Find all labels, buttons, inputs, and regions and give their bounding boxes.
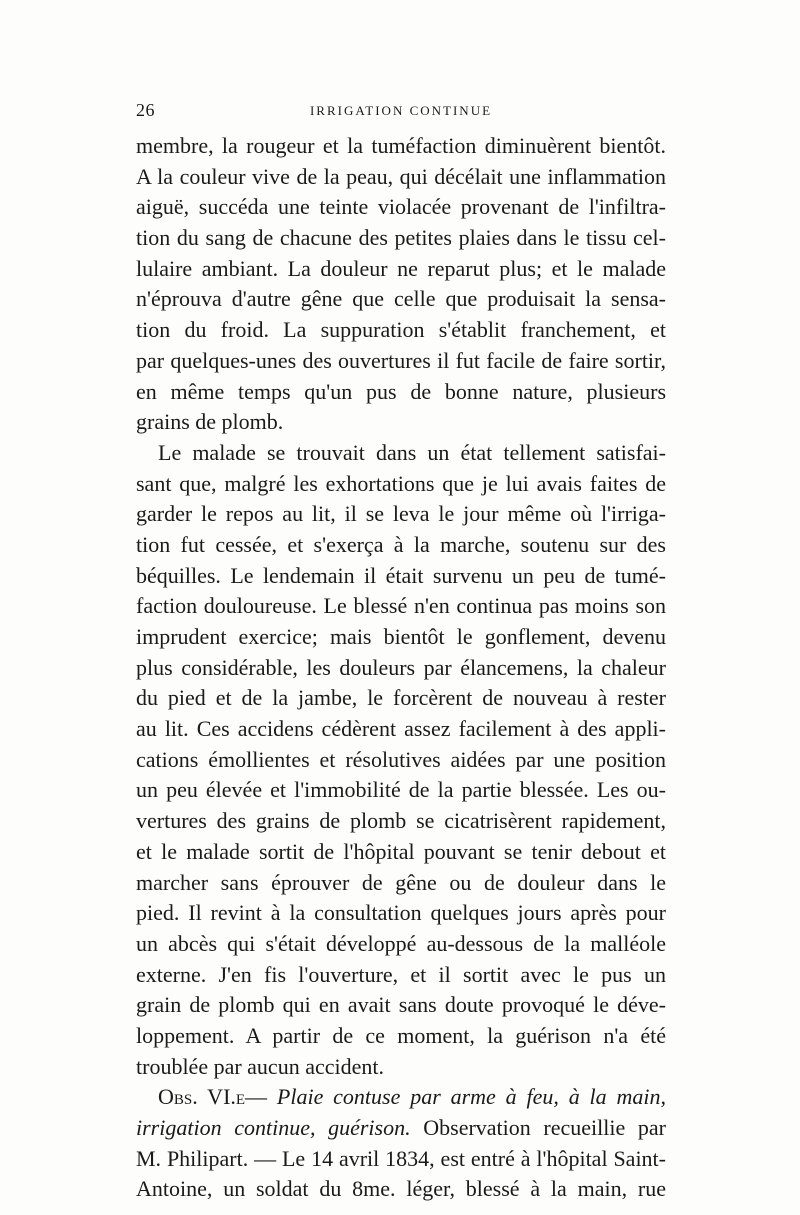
text-line: cations émollientes et résolutives aidées par une position	[136, 746, 666, 772]
text-line: sant que, malgré les exhortations que je lui avais faites de	[136, 470, 666, 496]
text-line: au lit. Ces accidens cédèrent assez facilement à des appli-	[136, 716, 666, 742]
text-line: A la couleur vive de la peau, qui décélait une inflammation	[136, 163, 666, 189]
text-line: imprudent exercice; mais bientôt le gonflement, devenu	[136, 624, 666, 649]
text-line: Antoine, un soldat du 8me. léger, blessé à la main, rue	[136, 1176, 666, 1202]
text-line: n'éprouva d'autre gêne que celle que produisait la sensa-	[136, 286, 666, 312]
text-line: externe. J'en fis l'ouverture, et il sortit avec le pus un	[136, 961, 666, 987]
observation-heading-line	[136, 1113, 666, 1144]
text-line: du pied et de la jambe, le forcèrent de nouveau à rester	[136, 685, 666, 711]
text-line: un abcès qui s'était développé au-dessous de la malléole	[136, 930, 666, 956]
running-head	[136, 100, 666, 124]
text-line: tion du froid. La suppuration s'établit franchement, et	[136, 317, 666, 343]
text-line: et le malade sortit de l'hôpital pouvant se tenir debout et	[136, 838, 666, 864]
text-line: aiguë, succéda une teinte violacée provenant de l'infiltra-	[136, 194, 666, 220]
text-line: faction douloureuse. Le blessé n'en continua pas moins son	[136, 593, 666, 619]
running-title: IRRIGATION CONTINUE	[309, 103, 493, 118]
text-line: pied. Il revint à la consultation quelques jours après pour	[136, 900, 666, 926]
observation-title: irrigation continue, guérison.	[136, 1115, 411, 1140]
text-line: grains de plomb.	[136, 409, 284, 435]
text-line: Le malade se trouvait dans un état tellement satisfai-	[158, 439, 666, 465]
page-number: 26	[136, 100, 155, 120]
text-line: plus considérable, les douleurs par élancemens, la chaleur	[136, 654, 666, 680]
text-line: membre, la rougeur et la tuméfaction diminuèrent bientôt.	[136, 133, 666, 158]
text-line: loppement. A partir de ce moment, la guérison n'a été	[136, 1022, 666, 1048]
text-line: par quelques-unes des ouvertures il fut facile de faire sortir,	[136, 347, 666, 373]
observation-title: Plaie contuse par arme à feu, à la main,	[276, 1084, 667, 1110]
text-line: grain de plomb qui en avait sans doute provoqué le déve-	[136, 992, 666, 1018]
observation-label: Obs. VI.e—	[158, 1084, 268, 1110]
text-line: un peu élevée et l'immobilité de la partie blessée. Les ou-	[136, 777, 666, 803]
text-line: béquilles. Le lendemain il était survenu un peu de tumé-	[136, 562, 666, 588]
body-text	[136, 131, 666, 1205]
text-line: garder le repos au lit, il se leva le jour même où l'irriga-	[136, 501, 666, 527]
text-line: marcher sans éprouver de gêne ou de douleur dans le	[136, 869, 666, 895]
observation-source: Observation recueillie par	[423, 1115, 666, 1140]
text-line: vertures des grains de plomb se cicatrisèrent rapidement,	[136, 808, 666, 834]
text-line: lulaire ambiant. La douleur ne reparut plus; et le malade	[136, 255, 666, 281]
text-line: tion du sang de chacune des petites plaies dans le tissu cel-	[136, 225, 666, 251]
observation-heading-line	[136, 1082, 666, 1113]
text-line: tion fut cessée, et s'exerça à la marche, soutenu sur des	[136, 531, 666, 557]
text-line: en même temps qu'un pus de bonne nature, plusieurs	[136, 378, 666, 404]
text-line: troublée par aucun accident.	[136, 1053, 384, 1079]
text-line: M. Philipart. — Le 14 avril 1834, est entré à l'hôpital Saint-	[136, 1145, 666, 1171]
